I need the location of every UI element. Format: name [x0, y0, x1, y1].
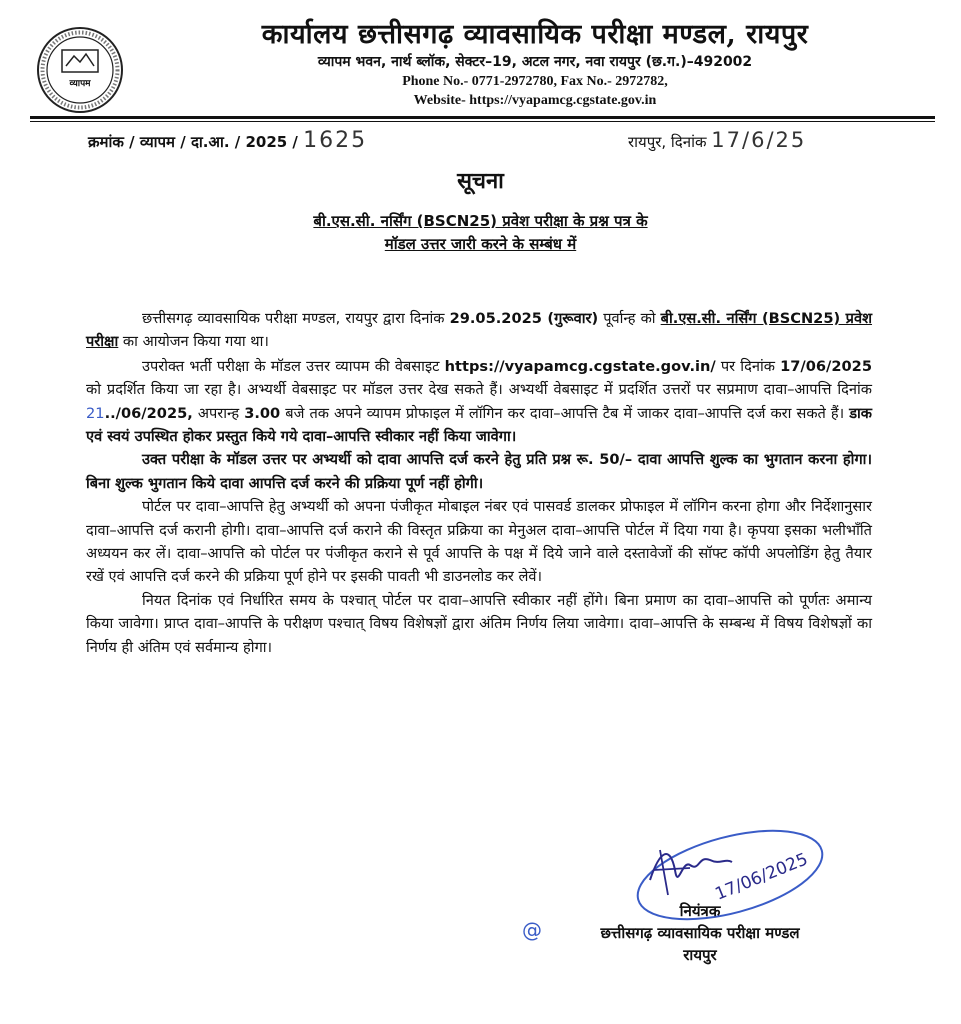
p1-text-c: का आयोजन किया गया था।	[118, 333, 269, 351]
p2-time: 3.00	[244, 404, 281, 422]
notice-subject	[0, 210, 961, 256]
p1-exam-date: 29.05.2025 (गुरूवार)	[449, 310, 599, 327]
subject-line-1: बी.एस.सी. नर्सिंग (BSCN25) प्रवेश परीक्षा के प्रश्न पत्र के	[313, 212, 648, 230]
paragraph-2	[86, 355, 872, 449]
p2-last-date-handwritten: 21	[86, 404, 105, 422]
signatory-designation: नियंत्रक	[679, 902, 721, 920]
reference-number	[88, 128, 367, 153]
p1-exam-name: बी.एस.सी. नर्सिंग (BSCN25) प्रवेश परीक्षा	[86, 310, 873, 351]
reference-date	[628, 128, 806, 152]
p2-bold-note: डाक एवं स्वयं उपस्थित होकर प्रस्तुत किये गये दावा–आपत्ति स्वीकार नहीं किया जावेगा।	[86, 404, 872, 446]
date-handwritten: 17/6/25	[711, 128, 807, 152]
paragraph-4: पोर्टल पर दावा–आपत्ति हेतु अभ्यर्थी को अपना पंजीकृत मोबाइल नंबर एवं पासवर्ड डालकर प्रोफाइल में लॉगिन करना होगा और निर्देशानुसार दावा–आपत्ति दर्ज करानी होगी। दावा–आपत्ति दर्ज कराने की विस्तृत प्रक्रिया का मेनुअल दावा–आपत्ति पोर्टल में दिया गया है। कृपया इसका भलीभाँति अध्ययन कर लें। दावा–आपत्ति को पोर्टल पर पंजीकृत कराने से पूर्व आपत्ति के पक्ष में दिये जाने वाले दस्तावेजों की सॉफ्ट कॉपी अपलोडिंग हेतु तैयार रखें एवं आपत्ति दर्ज करने की प्रक्रिया पूर्ण होने पर इसकी पावती भी डाउनलोड कर लेवें।	[86, 498, 872, 586]
p2-text-d: अपरान्ह	[192, 404, 245, 422]
notice-heading: सूचना	[457, 169, 504, 194]
p2-last-date: ../06/2025,	[104, 404, 193, 422]
reference-handwritten-number: 1625	[303, 128, 368, 153]
paragraph-3: उक्त परीक्षा के मॉडल उत्तर पर अभ्यर्थी को दावा आपत्ति दर्ज करने हेतु प्रति प्रश्न रू. 50/– दावा आपत्ति शुल्क का भुगतान करना होगा। बिना शुल्क भुगतान किये दावा आपत्ति दर्ज करने की प्रक्रिया पूर्ण नहीं होगी।	[86, 451, 872, 492]
signature-date: 17/06/2025	[712, 849, 811, 905]
office-title: कार्यालय छत्तीसगढ़ व्यावसायिक परीक्षा मण्डल, रायपुर	[261, 19, 809, 50]
p2-text-b: पर दिनांक	[715, 357, 781, 375]
office-phone: Phone No.- 0771-2972780, Fax No.- 2972782,	[402, 74, 668, 89]
p2-text-a: उपरोक्त भर्ती परीक्षा के मॉडल उत्तर व्यापम की वेबसाइट	[142, 357, 445, 375]
p2-text-c: को प्रदर्शित किया जा रहा है। अभ्यर्थी वेबसाइट पर मॉडल उत्तर देख सकते हैं। अभ्यर्थी वेबसाइट में प्रदर्शित उत्तरों पर सप्रमाण दावा–आपत्ति दिनांक	[86, 381, 872, 399]
p2-text-e: बजे तक अपने व्यापम प्रोफाइल में लॉगिन कर दावा–आपत्ति टैब में जाकर दावा–आपत्ति दर्ज करा सकते हैं।	[280, 404, 850, 422]
p2-website-url: https://vyapamcg.cgstate.gov.in/	[444, 357, 716, 375]
signatory-organization: छत्तीसगढ़ व्यावसायिक परीक्षा मण्डल	[600, 924, 800, 942]
header-rule-thick	[30, 116, 935, 119]
p1-text-b: पूर्वान्ह को	[598, 310, 661, 327]
header-rule-thin	[30, 121, 935, 122]
signatory-city: रायपुर	[683, 946, 717, 964]
signatory-block	[520, 900, 820, 966]
p2-publish-date: 17/06/2025	[780, 357, 872, 375]
office-address: व्यापम भवन, नार्थ ब्लॉक, सेक्टर–19, अटल नगर, नवा रायपुर (छ.ग.)–492002	[317, 54, 753, 70]
subject-line-2: मॉडल उत्तर जारी करने के सम्बंध में	[384, 235, 577, 253]
logo-text: व्यापम	[69, 79, 91, 89]
office-website: Website- https://vyapamcg.cgstate.gov.in	[413, 93, 657, 108]
p1-text-a: छत्तीसगढ़ व्यावसायिक परीक्षा मण्डल, रायपुर द्वारा दिनांक	[142, 310, 450, 327]
vyapam-logo	[36, 26, 124, 114]
date-prefix: रायपुर, दिनांक	[628, 133, 707, 151]
paragraph-1	[86, 307, 872, 354]
signature-mark-icon: @	[522, 918, 542, 942]
reference-prefix: क्रमांक / व्यापम / दा.आ. / 2025 /	[88, 133, 298, 151]
paragraph-5: नियत दिनांक एवं निर्धारित समय के पश्चात् पोर्टल पर दावा–आपत्ति स्वीकार नहीं होंगे। बिना प्रमाण का दावा–आपत्ति को पूर्णतः अमान्य किया जावेगा। प्राप्त दावा–आपत्ति के परीक्षण पश्चात् विषय विशेषज्ञों द्वारा अंतिम निर्णय लिया जावेगा। दावा–आपत्ति के सम्बन्ध में विषय विशेषज्ञों का निर्णय ही अंतिम एवं सर्वमान्य होगा।	[86, 591, 872, 656]
notice-body	[86, 307, 872, 659]
